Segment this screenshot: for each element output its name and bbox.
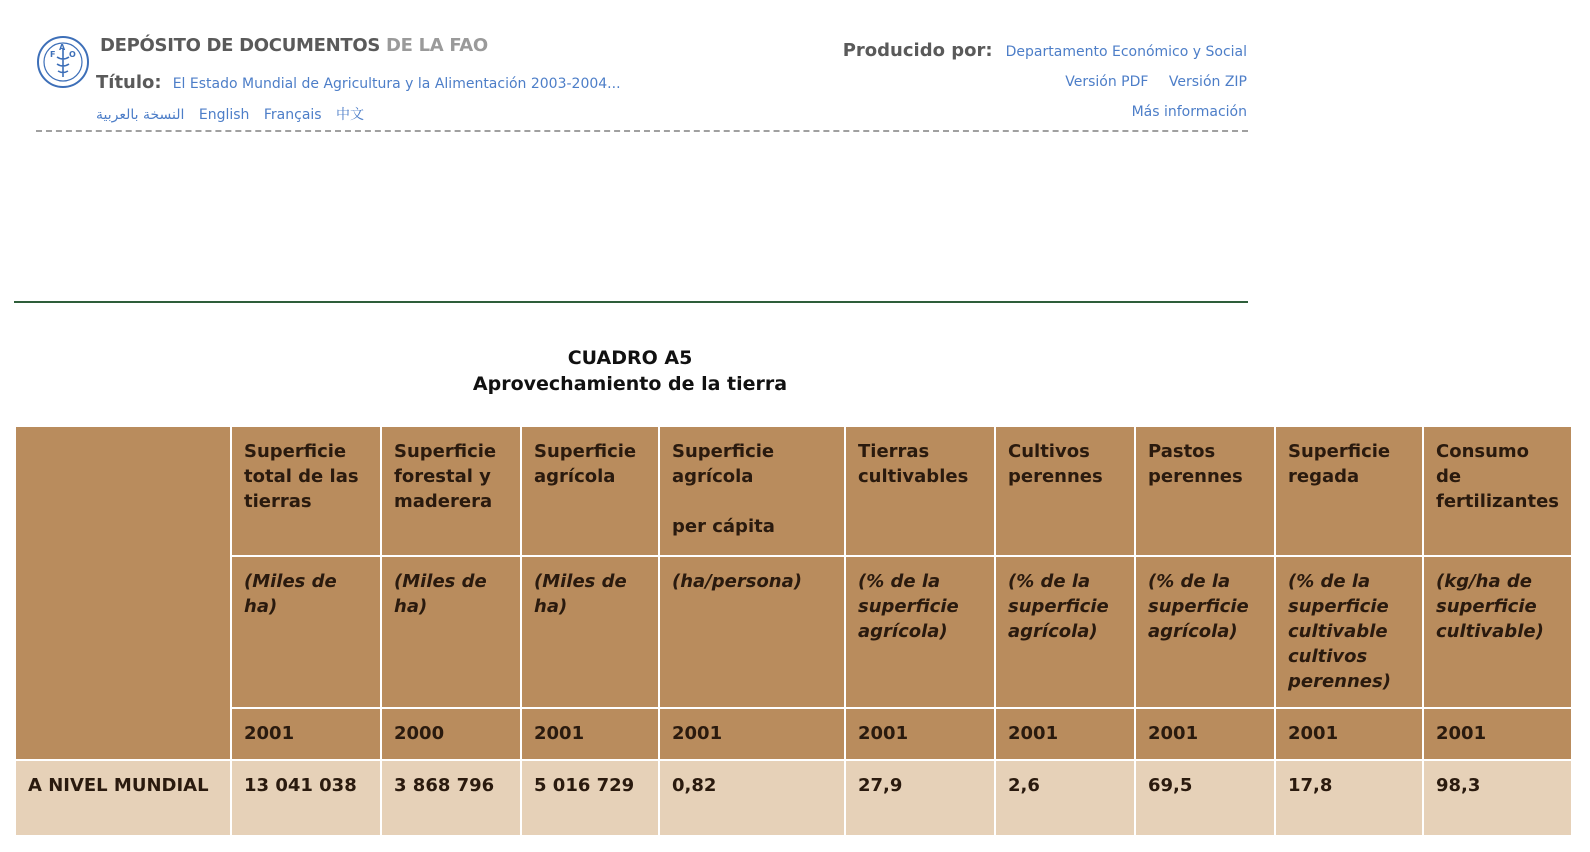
language-link-french[interactable]: Français	[263, 107, 322, 123]
table-cell: 98,3	[1423, 760, 1572, 836]
download-links	[1049, 74, 1247, 90]
document-title-row	[96, 72, 621, 93]
table-cell: 0,82	[659, 760, 845, 836]
column-header: Superficie regada	[1275, 426, 1423, 556]
language-link-english[interactable]: English	[198, 107, 250, 123]
column-header	[659, 426, 845, 556]
column-header: Superficie forestal y maderera	[381, 426, 521, 556]
column-header: Consumo de fertilizantes	[1423, 426, 1572, 556]
table-cell: 27,9	[845, 760, 995, 836]
column-unit: (ha/persona)	[659, 556, 845, 708]
column-year: 2001	[1423, 708, 1572, 760]
column-year: 2001	[659, 708, 845, 760]
column-year: 2000	[381, 708, 521, 760]
more-info-link[interactable]: Más información	[1131, 104, 1247, 120]
column-year: 2001	[1135, 708, 1275, 760]
column-unit: (% de la superficie cultivable cultivos perennes)	[1275, 556, 1423, 708]
table-row	[15, 760, 1572, 836]
column-unit: (kg/ha de superficie cultivable)	[1423, 556, 1572, 708]
table-cell: 3 868 796	[381, 760, 521, 836]
repository-title-suffix: DE LA FAO	[380, 35, 488, 56]
table-caption	[400, 345, 860, 397]
title-link[interactable]: El Estado Mundial de Agricultura y la Alimentación 2003-2004...	[172, 76, 621, 92]
column-unit: (Miles de ha)	[521, 556, 659, 708]
pdf-version-link[interactable]: Versión PDF	[1065, 74, 1149, 90]
table-title: Aprovechamiento de la tierra	[472, 373, 788, 395]
language-link-arabic[interactable]: النسخة بالعربية	[96, 107, 185, 123]
column-unit: (% de la superficie agrícola)	[845, 556, 995, 708]
column-unit: (Miles de ha)	[381, 556, 521, 708]
table-number: CUADRO A5	[567, 347, 693, 369]
header-row-units	[15, 556, 1572, 708]
department-link[interactable]: Departamento Económico y Social	[1005, 44, 1247, 60]
column-header: Superficie total de las tierras	[231, 426, 381, 556]
section-divider	[14, 301, 1248, 303]
svg-text:F: F	[50, 50, 56, 59]
land-use-table	[14, 425, 1573, 837]
produced-by-row	[843, 40, 1247, 61]
svg-text:O: O	[69, 50, 76, 59]
produced-by-label: Producido por:	[842, 40, 993, 61]
header-divider	[36, 130, 1248, 132]
column-header: Superficie agrícola	[521, 426, 659, 556]
repository-title	[100, 35, 488, 56]
column-header-sub: per cápita	[672, 516, 775, 537]
column-header: Cultivos perennes	[995, 426, 1135, 556]
column-year: 2001	[995, 708, 1135, 760]
column-year: 2001	[1275, 708, 1423, 760]
column-year: 2001	[845, 708, 995, 760]
table-cell: 69,5	[1135, 760, 1275, 836]
title-label: Título:	[96, 72, 162, 93]
column-unit: (Miles de ha)	[231, 556, 381, 708]
repository-title-main: DEPÓSITO DE DOCUMENTOS	[100, 35, 381, 56]
column-header: Tierras cultivables	[845, 426, 995, 556]
column-header: Pastos perennes	[1135, 426, 1275, 556]
table-cell: 5 016 729	[521, 760, 659, 836]
zip-version-link[interactable]: Versión ZIP	[1168, 74, 1247, 90]
table-cell: 2,6	[995, 760, 1135, 836]
row-label: A NIVEL MUNDIAL	[15, 760, 231, 836]
table-cell: 13 041 038	[231, 760, 381, 836]
header-row-names	[15, 426, 1572, 556]
fao-logo-icon	[36, 35, 90, 89]
table-cell: 17,8	[1275, 760, 1423, 836]
column-unit: (% de la superficie agrícola)	[995, 556, 1135, 708]
column-year: 2001	[521, 708, 659, 760]
language-links	[96, 104, 374, 124]
column-header-main: Superficie agrícola	[672, 441, 775, 487]
header-row-years	[15, 708, 1572, 760]
more-info-row	[1132, 104, 1247, 120]
document-header	[0, 0, 1590, 140]
corner-cell	[15, 426, 231, 760]
svg-text:A: A	[59, 43, 66, 52]
column-unit: (% de la superficie agrícola)	[1135, 556, 1275, 708]
column-year: 2001	[231, 708, 381, 760]
language-link-chinese[interactable]: 中文	[336, 107, 365, 123]
